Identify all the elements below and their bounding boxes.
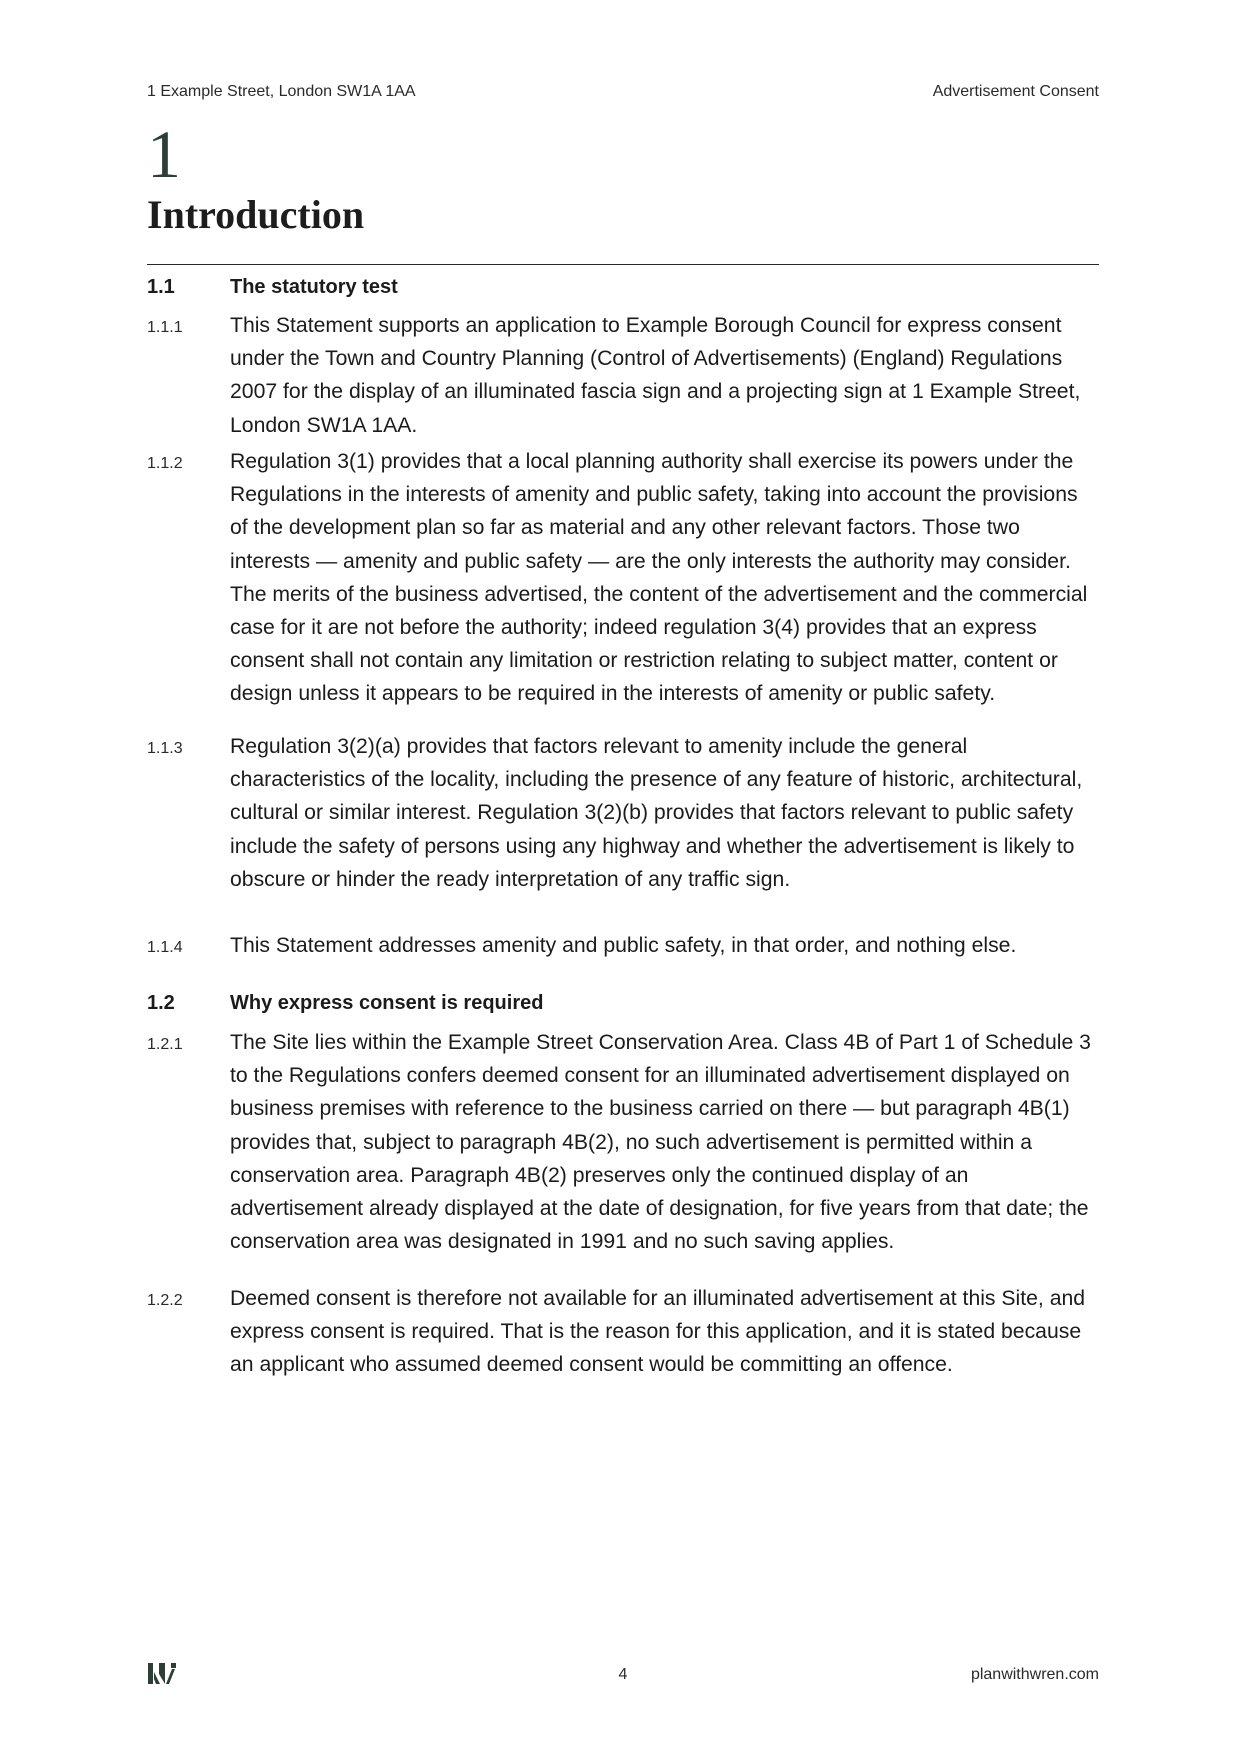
running-header [147, 82, 1099, 102]
section-number: 1.1 [147, 276, 175, 298]
section-title: Why express consent is required [230, 992, 544, 1014]
header-address: 1 Example Street, London SW1A 1AA [147, 83, 416, 100]
paragraph-text: This Statement supports an application to Example Borough Council for express consent under the Town and Country Planning (Control of Advertisements) (England) Regulations 2007 for the display of an illuminated fascia sign and a projecting sign at 1 Example Street, London SW1A 1AA. [230, 314, 1081, 437]
chapter-number: 1 [147, 116, 181, 192]
footer-website: planwithwren.com [970, 1666, 1099, 1683]
paragraph-text: The Site lies within the Example Street Conservation Area. Class 4B of Part 1 of Schedule 3 to the Regulations confers deemed consent for an illuminated advertisement displayed on business premises with reference to the business carried on there — but paragraph 4B(1) provides that, subject to paragraph 4B(2), no such advertisement is permitted within a conservation area. Paragraph 4B(2) preserves only the continued display of an advertisement already displayed at the date of designation, for five years from that date; the conservation area was designated in 1991 and no such saving applies. [230, 1031, 1091, 1254]
paragraph-text: Regulation 3(2)(a) provides that factors relevant to amenity include the general characteristics of the locality, including the presence of any feature of historic, architectural, cultural or similar interest. Regulation 3(2)(b) provides that factors relevant to public safety include the safety of persons using any highway and whether the advertisement is likely to obscure or hinder the ready interpretation of any traffic sign. [230, 735, 1083, 891]
chapter-title: Introduction [147, 192, 365, 237]
document-page [147, 0, 1099, 1754]
section-number: 1.2 [147, 992, 175, 1014]
paragraph-text: Regulation 3(1) provides that a local planning authority shall exercise its powers under the Regulations in the interests of amenity and public safety, taking into account the provisions of the development plan so far as material and any other relevant factors. Those two interests — amenity and public safety — are the only interests the authority may consider. The merits of the business advertised, the content of the advertisement and the commercial case for it are not before the authority; indeed regulation 3(4) provides that an express consent shall not contain any limitation or restriction relating to subject matter, content or design unless it appears to be required in the interests of amenity or public safety. [230, 450, 1088, 706]
paragraph-number: 1.2.2 [147, 1292, 183, 1309]
paragraph-number: 1.1.2 [147, 455, 183, 472]
title-divider [147, 264, 1099, 265]
section-title: The statutory test [230, 276, 398, 298]
paragraph-number: 1.1.3 [147, 740, 183, 757]
page-number: 4 [618, 1666, 628, 1683]
paragraph-number: 1.2.1 [147, 1036, 183, 1053]
paragraph-number: 1.1.1 [147, 319, 183, 336]
header-document-type: Advertisement Consent [932, 83, 1099, 100]
paragraph-text: Deemed consent is therefore not available for an illuminated advertisement at this Site, and express consent is required. That is the reason for this application, and it is stated because an applicant who assumed deemed consent would be committing an offence. [230, 1287, 1086, 1377]
paragraph-number: 1.1.4 [147, 939, 183, 956]
paragraph-text: This Statement addresses amenity and public safety, in that order, and nothing else. [230, 934, 1017, 957]
page-footer [147, 1660, 1099, 1690]
